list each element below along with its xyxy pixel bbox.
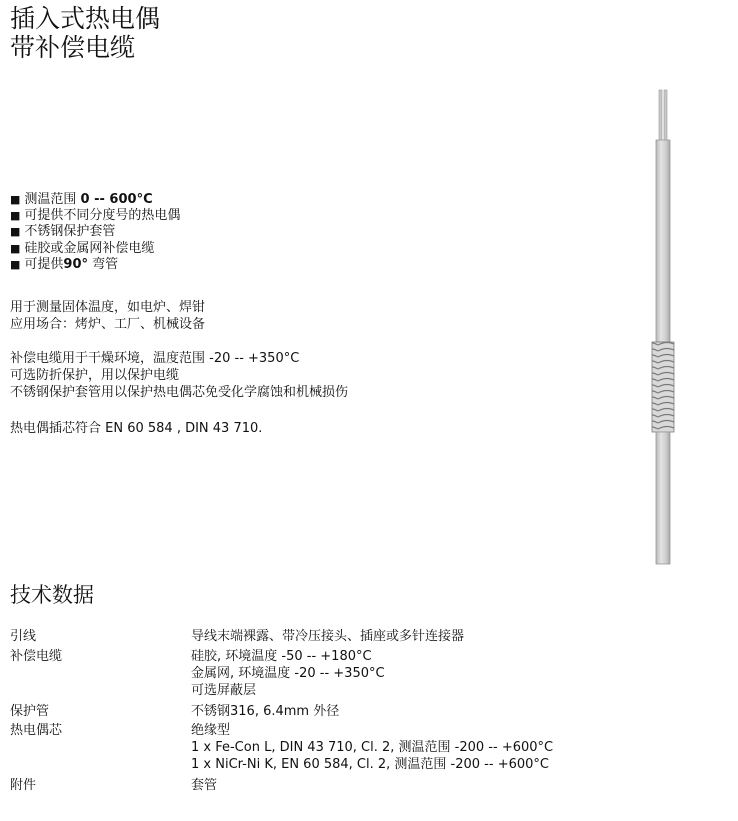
spec-row: 补偿电缆 硅胶, 环境温度 -50 -- +180°C 金属网, 环境温度 -20 -- +350°C 可选屏蔽层 bbox=[10, 649, 385, 698]
feature-item: ■ 不锈钢保护套管 bbox=[10, 224, 180, 240]
spec-row: 热电偶芯 绝缘型 1 x Fe-Con L, DIN 43 710, Cl. 2, 测温范围 -200 -- +600°C 1 x NiCr-Ni K, EN 60 584, Cl. 2, 测温范围 -200 -- +600°C bbox=[10, 723, 554, 772]
feature-item: ■ 测温范围 0 -- 600°C bbox=[10, 192, 180, 208]
application-paragraph: 用于测量固体温度，如电炉、焊钳 应用场合：烤炉、工厂、机械设备 bbox=[10, 300, 206, 332]
spec-row: 保护管 不锈钢316, 6.4mm 外径 bbox=[10, 704, 340, 719]
wire-lead bbox=[664, 90, 667, 142]
page-title bbox=[10, 4, 160, 62]
thermocouple-probe-illustration bbox=[640, 88, 690, 568]
title-line-2: 带补偿电缆 bbox=[10, 33, 136, 62]
feature-list bbox=[10, 192, 180, 273]
cable bbox=[656, 140, 670, 342]
tech-data-heading: 技术数据 bbox=[10, 583, 94, 607]
spec-row: 附件 套管 bbox=[10, 778, 218, 793]
feature-item: ■ 硅胶或金属网补偿电缆 bbox=[10, 241, 180, 257]
feature-item: ■ 可提供不同分度号的热电偶 bbox=[10, 208, 180, 224]
protection-tube bbox=[656, 432, 670, 564]
title-line-1: 插入式热电偶 bbox=[10, 4, 161, 33]
bend-protection-spring bbox=[652, 342, 674, 432]
spec-table bbox=[10, 628, 553, 794]
feature-item: ■ 可提供90° 弯管 bbox=[10, 257, 180, 273]
wire-lead bbox=[659, 90, 662, 142]
cable-paragraph: 补偿电缆用于干燥环境，温度范围 -20 -- +350°C 可选防折保护，用以保护电缆 不锈钢保护套管用以保护热电偶芯免受化学腐蚀和机械损伤 bbox=[10, 351, 349, 400]
standard-paragraph: 热电偶插芯符合 EN 60 584 , DIN 43 710. bbox=[10, 421, 263, 436]
spec-row: 引线 导线末端裸露、带冷压接头、插座或多针连接器 bbox=[10, 629, 465, 644]
